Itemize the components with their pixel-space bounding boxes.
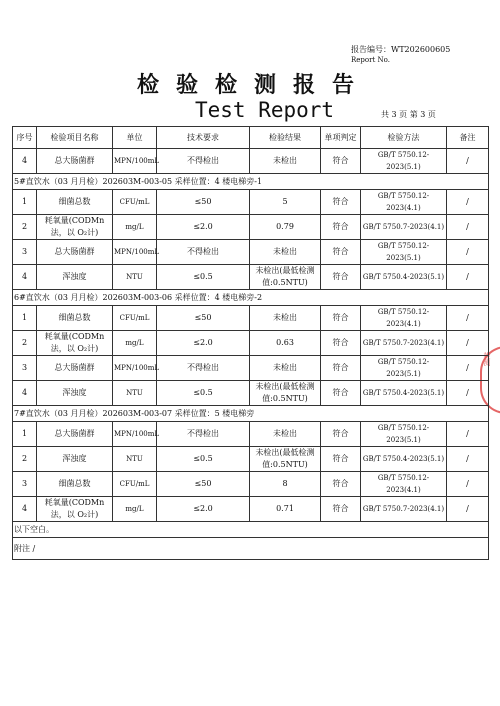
remarks-row bbox=[13, 538, 489, 560]
col-no-cell: 2 bbox=[13, 447, 37, 472]
col-unit-cell: CFU/mL bbox=[113, 472, 157, 497]
table-body bbox=[13, 149, 489, 560]
col-requirement-cell: 不得检出 bbox=[157, 422, 250, 447]
col-judgement-cell: 符合 bbox=[321, 381, 361, 406]
col-result-cell: 未检出 bbox=[250, 240, 321, 265]
col-result-cell: 0.63 bbox=[250, 331, 321, 356]
col-no-cell: 3 bbox=[13, 472, 37, 497]
col-requirement-cell: ≤0.5 bbox=[157, 265, 250, 290]
col-no-cell: 4 bbox=[13, 149, 37, 174]
col-result-cell: 0.79 bbox=[250, 215, 321, 240]
report-number-label: 报告编号：WT202600605 bbox=[351, 45, 451, 54]
results-table bbox=[12, 126, 489, 560]
col-remark-cell: / bbox=[447, 472, 489, 497]
col-unit-cell: MPN/100mL bbox=[113, 149, 157, 174]
col-remark-cell: / bbox=[447, 149, 489, 174]
col-remark-cell: / bbox=[447, 306, 489, 331]
col-remark-cell: / bbox=[447, 497, 489, 522]
col-result-cell: 未检出(最低检测值:0.5NTU) bbox=[250, 447, 321, 472]
col-method-cell: GB/T 5750.12-2023(5.1) bbox=[361, 356, 447, 381]
col-method-cell: GB/T 5750.12-2023(4.1) bbox=[361, 190, 447, 215]
col-no-cell: 2 bbox=[13, 331, 37, 356]
col-result-cell: 5 bbox=[250, 190, 321, 215]
sample-section-header-text: 6#直饮水（03 月月检）202603M-003-06 采样位置：4 楼电梯旁-2 bbox=[13, 290, 489, 306]
col-remark-cell: / bbox=[447, 215, 489, 240]
col-judgement-cell: 符合 bbox=[321, 190, 361, 215]
blank-below-row-text: 以下空白。 bbox=[13, 522, 489, 538]
col-result-cell: 未检出 bbox=[250, 422, 321, 447]
col-requirement-cell: ≤50 bbox=[157, 306, 250, 331]
col-method-cell: GB/T 5750.7-2023(4.1) bbox=[361, 331, 447, 356]
table-row bbox=[13, 497, 489, 522]
col-no-cell: 1 bbox=[13, 306, 37, 331]
col-unit-cell: mg/L bbox=[113, 497, 157, 522]
col-judgement-cell: 符合 bbox=[321, 356, 361, 381]
col-remark-cell: / bbox=[447, 265, 489, 290]
col-requirement-cell: ≤0.5 bbox=[157, 447, 250, 472]
col-result-cell: 未检出(最低检测值:0.5NTU) bbox=[250, 381, 321, 406]
table-header-row bbox=[13, 127, 489, 149]
seal-text: 检测 bbox=[483, 352, 491, 366]
col-requirement-cell: ≤50 bbox=[157, 472, 250, 497]
col-item-cell: 耗氧量(CODMn 法，以 O₂计) bbox=[37, 215, 113, 240]
col-result-cell: 0.71 bbox=[250, 497, 321, 522]
col-requirement-cell: ≤2.0 bbox=[157, 497, 250, 522]
col-judgement-cell: 符合 bbox=[321, 215, 361, 240]
table-row bbox=[13, 331, 489, 356]
col-unit-cell: NTU bbox=[113, 447, 157, 472]
col-requirement-cell: 不得检出 bbox=[157, 149, 250, 174]
header-col-method: 检验方法 bbox=[361, 127, 447, 149]
col-remark-cell: / bbox=[447, 422, 489, 447]
header-col-judgement: 单项判定 bbox=[321, 127, 361, 149]
header-col-item: 检验项目名称 bbox=[37, 127, 113, 149]
report-number-en: Report No. bbox=[351, 56, 390, 64]
report-number bbox=[351, 44, 450, 66]
col-requirement-cell: ≤2.0 bbox=[157, 215, 250, 240]
table-row bbox=[13, 215, 489, 240]
col-result-cell: 未检出(最低检测值:0.5NTU) bbox=[250, 265, 321, 290]
col-judgement-cell: 符合 bbox=[321, 149, 361, 174]
col-remark-cell: / bbox=[447, 190, 489, 215]
col-method-cell: GB/T 5750.12-2023(5.1) bbox=[361, 240, 447, 265]
sample-section-header bbox=[13, 174, 489, 190]
col-method-cell: GB/T 5750.12-2023(4.1) bbox=[361, 472, 447, 497]
table-row bbox=[13, 381, 489, 406]
col-unit-cell: mg/L bbox=[113, 215, 157, 240]
col-no-cell: 3 bbox=[13, 240, 37, 265]
col-judgement-cell: 符合 bbox=[321, 265, 361, 290]
table-row bbox=[13, 447, 489, 472]
sample-section-header-text: 7#直饮水（03 月月检）202603M-003-07 采样位置：5 楼电梯旁 bbox=[13, 406, 489, 422]
sample-section-header-text: 5#直饮水（03 月月检）202603M-003-05 采样位置：4 楼电梯旁-1 bbox=[13, 174, 489, 190]
header-col-result: 检验结果 bbox=[250, 127, 321, 149]
col-requirement-cell: 不得检出 bbox=[157, 356, 250, 381]
header-col-unit: 单位 bbox=[113, 127, 157, 149]
sample-section-header bbox=[13, 406, 489, 422]
col-judgement-cell: 符合 bbox=[321, 306, 361, 331]
col-judgement-cell: 符合 bbox=[321, 240, 361, 265]
col-unit-cell: MPN/100mL bbox=[113, 356, 157, 381]
col-unit-cell: mg/L bbox=[113, 331, 157, 356]
col-no-cell: 4 bbox=[13, 381, 37, 406]
col-method-cell: GB/T 5750.4-2023(5.1) bbox=[361, 265, 447, 290]
col-judgement-cell: 符合 bbox=[321, 422, 361, 447]
col-method-cell: GB/T 5750.12-2023(5.1) bbox=[361, 149, 447, 174]
col-unit-cell: NTU bbox=[113, 265, 157, 290]
col-judgement-cell: 符合 bbox=[321, 331, 361, 356]
col-item-cell: 浑浊度 bbox=[37, 381, 113, 406]
header-col-no: 序号 bbox=[13, 127, 37, 149]
col-no-cell: 1 bbox=[13, 190, 37, 215]
col-judgement-cell: 符合 bbox=[321, 497, 361, 522]
col-judgement-cell: 符合 bbox=[321, 472, 361, 497]
report-title-cn: 检验检测报告 bbox=[136, 72, 371, 98]
col-item-cell: 细菌总数 bbox=[37, 190, 113, 215]
col-no-cell: 3 bbox=[13, 356, 37, 381]
sample-section-header bbox=[13, 290, 489, 306]
col-requirement-cell: ≤2.0 bbox=[157, 331, 250, 356]
col-result-cell: 未检出 bbox=[250, 306, 321, 331]
col-method-cell: GB/T 5750.4-2023(5.1) bbox=[361, 381, 447, 406]
col-remark-cell: / bbox=[447, 381, 489, 406]
col-item-cell: 细菌总数 bbox=[37, 306, 113, 331]
col-method-cell: GB/T 5750.7-2023(4.1) bbox=[361, 215, 447, 240]
remarks-row-text: 附注 / bbox=[13, 538, 489, 560]
col-method-cell: GB/T 5750.12-2023(4.1) bbox=[361, 306, 447, 331]
page-indicator: 共 3 页 第 3 页 bbox=[381, 110, 436, 119]
col-item-cell: 浑浊度 bbox=[37, 447, 113, 472]
col-unit-cell: MPN/100mL bbox=[113, 422, 157, 447]
col-remark-cell: / bbox=[447, 356, 489, 381]
col-remark-cell: / bbox=[447, 240, 489, 265]
col-unit-cell: CFU/mL bbox=[113, 306, 157, 331]
blank-below-row bbox=[13, 522, 489, 538]
col-unit-cell: NTU bbox=[113, 381, 157, 406]
col-result-cell: 8 bbox=[250, 472, 321, 497]
col-item-cell: 总大肠菌群 bbox=[37, 422, 113, 447]
table-row bbox=[13, 240, 489, 265]
col-item-cell: 浑浊度 bbox=[37, 265, 113, 290]
col-item-cell: 总大肠菌群 bbox=[37, 356, 113, 381]
col-item-cell: 耗氧量(CODMn 法，以 O₂计) bbox=[37, 497, 113, 522]
col-unit-cell: MPN/100mL bbox=[113, 240, 157, 265]
col-method-cell: GB/T 5750.12-2023(5.1) bbox=[361, 422, 447, 447]
table-row bbox=[13, 306, 489, 331]
table-row bbox=[13, 265, 489, 290]
col-remark-cell: / bbox=[447, 331, 489, 356]
col-item-cell: 总大肠菌群 bbox=[37, 149, 113, 174]
col-no-cell: 2 bbox=[13, 215, 37, 240]
col-judgement-cell: 符合 bbox=[321, 447, 361, 472]
header-col-remark: 备注 bbox=[447, 127, 489, 149]
col-no-cell: 4 bbox=[13, 265, 37, 290]
col-requirement-cell: ≤50 bbox=[157, 190, 250, 215]
col-requirement-cell: ≤0.5 bbox=[157, 381, 250, 406]
table-row bbox=[13, 422, 489, 447]
table-row bbox=[13, 472, 489, 497]
col-unit-cell: CFU/mL bbox=[113, 190, 157, 215]
report-title-en: Test Report bbox=[195, 98, 335, 122]
table-row bbox=[13, 190, 489, 215]
col-item-cell: 细菌总数 bbox=[37, 472, 113, 497]
table-row bbox=[13, 149, 489, 174]
col-result-cell: 未检出 bbox=[250, 356, 321, 381]
col-method-cell: GB/T 5750.4-2023(5.1) bbox=[361, 447, 447, 472]
col-requirement-cell: 不得检出 bbox=[157, 240, 250, 265]
col-no-cell: 4 bbox=[13, 497, 37, 522]
col-method-cell: GB/T 5750.7-2023(4.1) bbox=[361, 497, 447, 522]
table-row bbox=[13, 356, 489, 381]
header-col-requirement: 技术要求 bbox=[157, 127, 250, 149]
col-item-cell: 耗氧量(CODMn 法，以 O₂计) bbox=[37, 331, 113, 356]
col-result-cell: 未检出 bbox=[250, 149, 321, 174]
col-no-cell: 1 bbox=[13, 422, 37, 447]
col-item-cell: 总大肠菌群 bbox=[37, 240, 113, 265]
col-remark-cell: / bbox=[447, 447, 489, 472]
